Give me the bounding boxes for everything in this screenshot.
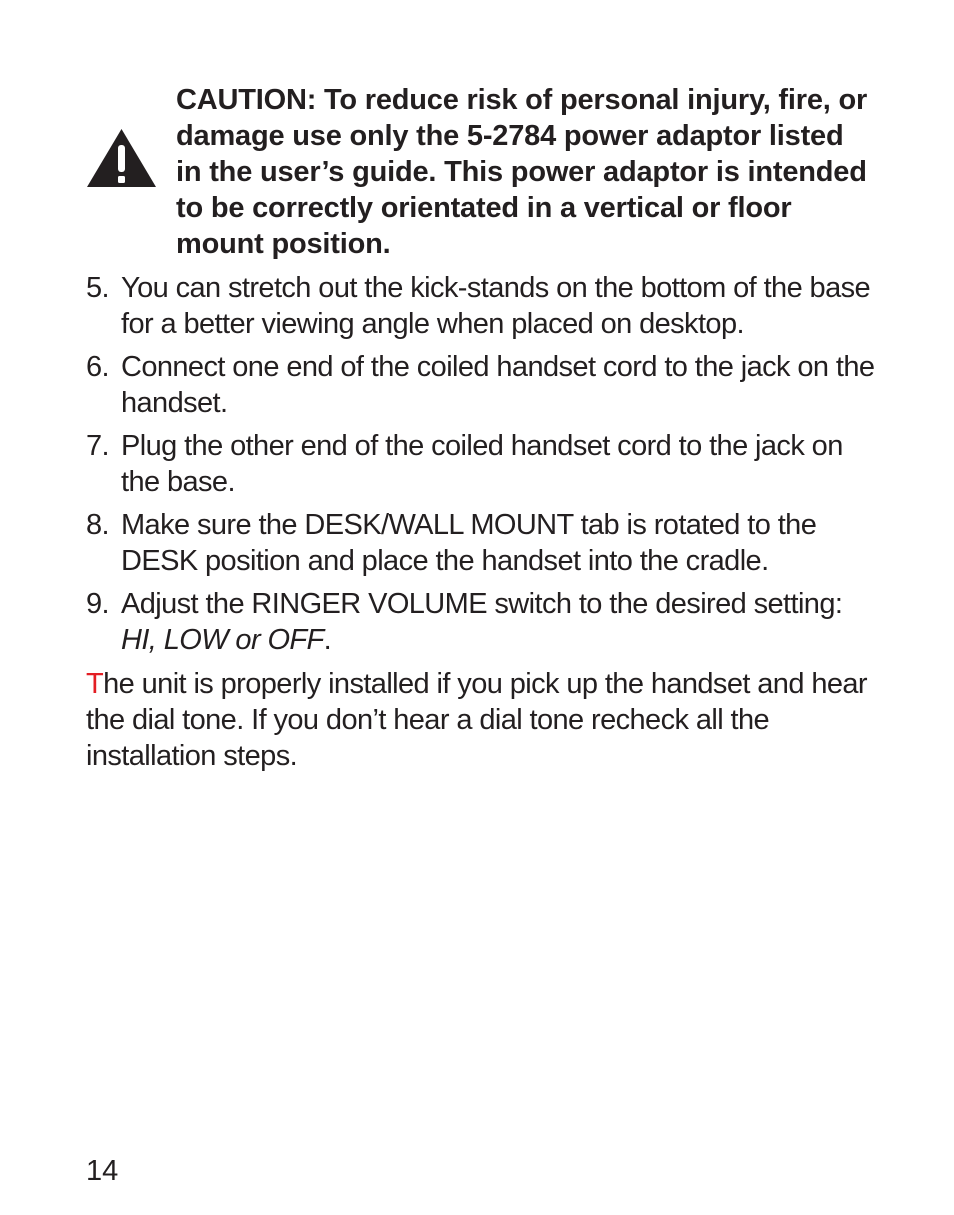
step-number: 6. [86, 351, 109, 383]
warning-icon [86, 127, 157, 189]
page-number: 14 [86, 1155, 119, 1187]
drop-letter: T [86, 668, 104, 700]
step-number: 5. [86, 272, 109, 304]
step-text: Adjust the RINGER VOLUME switch to the desired setting: [121, 588, 843, 620]
caution-text: CAUTION: To reduce risk of personal injury, fire, or damage use only the 5-2784 power adaptor listed in the user’s guide. This power adaptor is intended to be correctly orientated in a vertical or floor mount position. [176, 84, 868, 260]
step-6 [86, 349, 876, 421]
step-number: 8. [86, 509, 109, 541]
step-end: . [323, 624, 332, 656]
step-text: Connect one end of the coiled handset cord to the jack on the handset. [121, 351, 875, 419]
step-number: 7. [86, 430, 109, 462]
step-text: You can stretch out the kick-stands on the bottom of the base for a better viewing angle when placed on desktop. [121, 272, 871, 340]
closing-paragraph [86, 666, 876, 774]
step-text: Plug the other end of the coiled handset cord to the jack on the base. [121, 430, 843, 498]
step-5 [86, 270, 876, 342]
step-9 [86, 586, 876, 658]
step-8 [86, 507, 876, 579]
step-text: Make sure the DESK/WALL MOUNT tab is rotated to the DESK position and place the handset into the cradle. [121, 509, 817, 577]
ringer-settings: HI, LOW or OFF [121, 624, 324, 656]
closing-text: he unit is properly installed if you pick up the handset and hear the dial tone. If you don’t hear a dial tone recheck all the installation steps. [86, 668, 867, 772]
installation-steps [86, 270, 876, 665]
step-number: 9. [86, 588, 109, 620]
step-7 [86, 428, 876, 500]
